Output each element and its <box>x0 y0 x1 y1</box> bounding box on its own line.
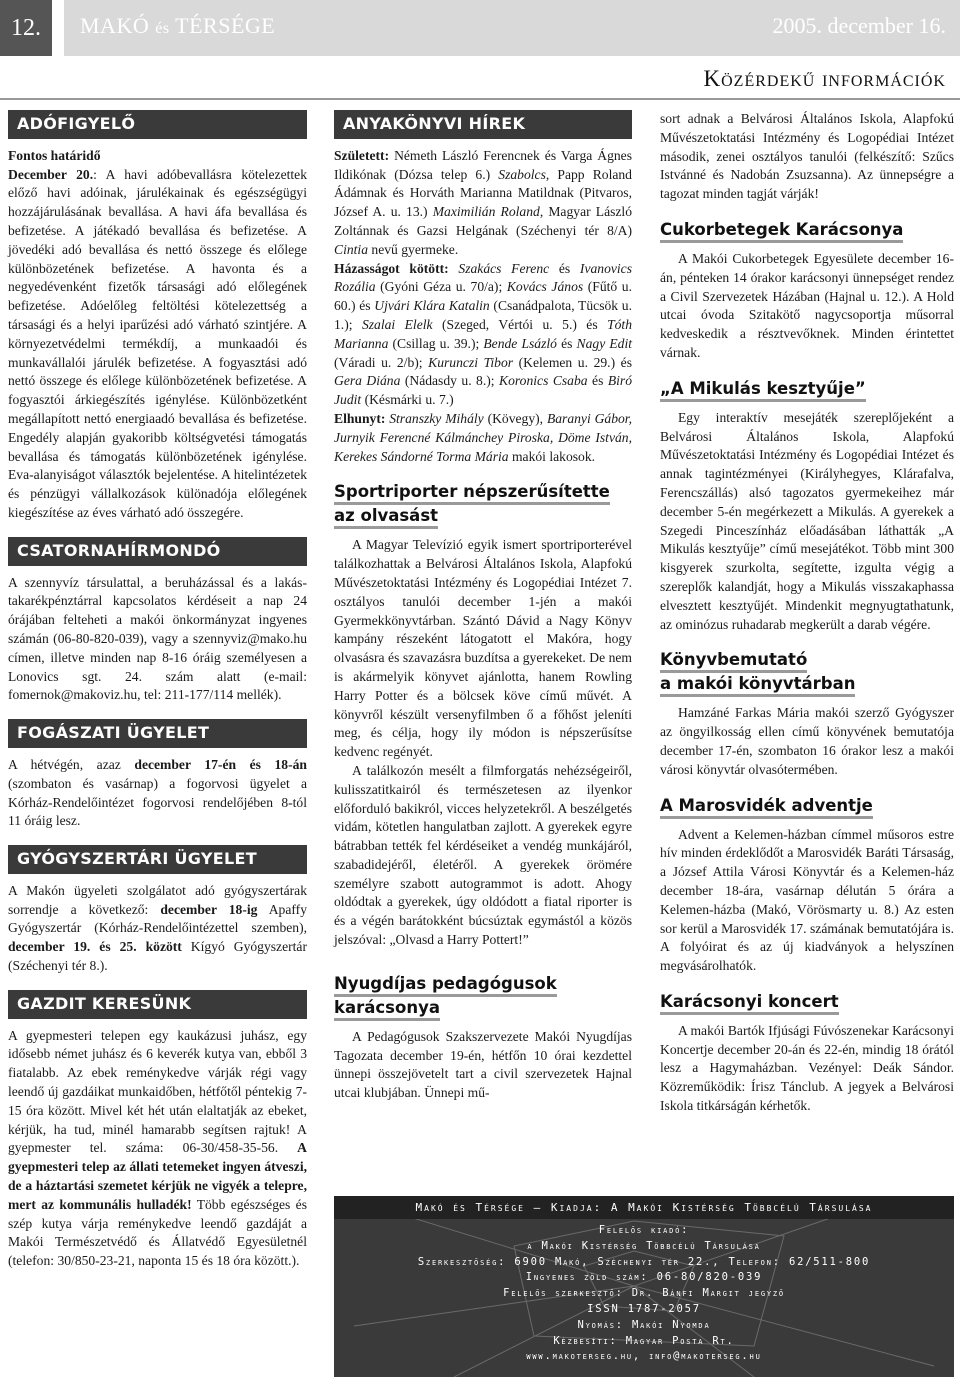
imprint-line: a Makói Kistérség Többcélú Társulása <box>527 1239 761 1252</box>
anyakonyvi-died: Elhunyt: Stranszky Mihály (Kövegy), Baranyi Gábor, Jurnyik Ferencné Kálmánchey Piroska, Döme István, Kerekes Sándorné Torma Mária makói lakosok. <box>334 410 632 464</box>
konyv-text: Hamzáné Farkas Mária makói szerző Gyógyszer az öngyilkosság ellen című könyvének bemutatója december 17-én, szombaton 16 órakor lesz a makói városi könyvtár olvasótermében. <box>660 705 954 777</box>
imprint-line: Felelős szerkesztő: Dr. Bánfi Margit jegyző <box>503 1287 785 1300</box>
imprint-line: Nyomás: Makói Nyomda <box>577 1318 711 1331</box>
page-number: 12. <box>0 0 52 56</box>
cukor-heading: Cukorbetegek Karácsonya <box>660 218 954 242</box>
column-3 <box>660 110 954 1116</box>
sportriporter-p2: A találkozón mesélt a filmforgatás nehézségeiről, kulisszatitkairól és természetesen az ilyenkor előforduló bakikról, vicces helyzetekről. A beszélgetés vidám, kötetlen hangulatban zajlott. A gyerekek egyre bátrabban tették fel kérdéseiket a vendég munkájáról, szabadidejéről, életéről. A gyerekek örömére személyre szabott autogrammot is adott. Ahogy oldódtak a gyerekek, úgy oldódott a fiatal riporter is és a végén barátokként búcsúztak egymástól a közös jelszóval: „Olvasd a Harry Pottert!” <box>334 762 632 948</box>
publication-name: MAKÓ és TÉRSÉGE <box>80 13 276 38</box>
anyakonyvi-born: Született: Németh László Ferencnek és Varga Ágnes Ildikónak (Dózsa telep 6.) Szabolcs, Papp Roland Ádámnak és Horváth Marianna Matildnak (Pitvaros, József A. u. 13.) Maximilián Roland, Magyar László Zoltánnak és Gazsi Helgának (Széchenyi tér 8/A) Cintia nevű gyermeke. <box>334 147 632 257</box>
koncert-heading: Karácsonyi koncert <box>660 990 954 1014</box>
section-title: Közérdekű információk <box>703 66 946 91</box>
gazdit-heading: GAZDIT KERESÜNK <box>8 990 307 1019</box>
konyv-heading: Könyvbemutató a makói könyvtárban <box>660 648 954 696</box>
fogaszati-heading: FOGÁSZATI ÜGYELET <box>8 719 307 748</box>
column-1 <box>8 110 307 1271</box>
imprint-line: Szerkesztőség: 6900 Makó, Széchenyi tér 22., Telefon: 62/511-800 <box>417 1255 871 1268</box>
imprint-title: Makó és Térsége – Kiadja: A Makói Kistérség Többcélú Társulása <box>334 1196 954 1219</box>
anyakonyvi-married: Házasságot kötött: Szakács Ferenc és Ivanovics Rozália (Gyóni Géza u. 70/a); Kovács János (Fűtő u. 60.) és Ujvári Klára Katalin (Csanádpalota, Tücsök u. 1.); Szalai Elelk (Szeged, Vértói u. 5.) és Tóth Marianna (Csillag u. 39.); Bende Lsázló és Nagy Edit (Váradi u. 2/b); Kurunczi Tibor (Kelemen u. 29.) és Gera Diána (Nádasdy u. 8.); Koronics Csaba és Biró Judit (Késmárki u. 7.) <box>334 260 633 408</box>
imprint-line: ISSN 1787-2057 <box>587 1302 701 1315</box>
column-2 <box>334 110 632 1103</box>
mikulas-heading: „A Mikulás kesztyűje” <box>660 377 954 401</box>
fogaszati-text: A hétvégén, azaz december 17-én és 18-án (szombaton és vasárnap) a fogorvosi ügyelet a Kórház-Rendelőintézet fogorvosi rendelőjében 8-tól 11 óráig lesz. <box>8 756 307 829</box>
nyugdijas-heading: Nyugdíjas pedagógusok karácsonya <box>334 972 632 1020</box>
gazdit-text: A gyepmesteri telepen egy kaukázusi juhász, egy idősebb német juhász és 6 keverék kutya van, ebből 3 fiatalabb. Az ebek reménykedve várják régi vagy leendő új gazdáikat munkaidőben, hétfőtől péntekig 7-15 óra között. Mivel két hét után elaltatják az ebeket, kérjük, ha tud, minél hamarabb segítsen rajtuk! A gyepmester tel. száma: 06-30/458-35-56. A gyepmesteri telep az állati tetemeket ingyen átveszi, de a háztartási szemetet kérjük ne vigyék a telepre, mert az kommunális hulladék! Több egészséges és szép kutya várja reménykedve leendő gazdáját a Makói Természetvédő és Állatvédő Egyesületnél (telefon: 30/850-23-21, naponta 15 és 18 óra között.). <box>8 1027 307 1269</box>
imprint-line: Kézbesíti: Magyar Posta Rt. <box>553 1334 735 1347</box>
issue-date: 2005. december 16. <box>772 13 946 38</box>
col3-continuation: sort adnak a Belvárosi Általános Iskola, Alapfokú Művészetoktatási Intézmény és Logopédiai Intézet második, zenei osztályos tanulói (felkészítő: Szűcs Istvánné és Nadobán Zsuzsanna). Az ünnepségre a tagozat minden tagját várják! <box>660 111 954 202</box>
imprint-website[interactable]: www.makoterseg.hu, info@makoterseg.hu <box>526 1350 762 1363</box>
header-rule <box>0 98 960 100</box>
imprint-box <box>334 1196 954 1377</box>
csatorna-text: A szennyvíz társulattal, a beruházással és a lakás-takarékpénztárral kapcsolatos kérdéseit a nap 24 órájában felteheti a makói önkormányzat ingyenes számán (06-80-820-039), vagy a szennyviz@mako.hu címen, illetve minden nap 8-16 óráig személyesen a Lonovics sgt. 24. szám alatt (e-mail: fomernok@makoviz.hu, tel: 211-177/114 mellék). <box>8 574 307 703</box>
anyakonyvi-heading: ANYAKÖNYVI HÍREK <box>334 110 632 139</box>
adofigyelo-subheading: Fontos határidő <box>8 147 101 163</box>
page-header <box>0 0 960 56</box>
mikulas-text: Egy interaktív mesejáték szereplőjeként a Belvárosi Általános Iskola, Alapfokú Művészetoktatási Intézmény és Logopédiai Intézet és annak tagintézményei (Királyhegyes, Klárafalva, Ferencszállás) alsó tagozatos gyermekeihez már december 5-én megérkezett a Mikulás. A gyerekek a Szegedi Pinceszínház előadásában láthatták „A Mikulás kesztyűje” című mesejátékot. Több mint 300 kisgyerek szurkolta, segítette, izgulta végig a szereplők kalandját, hogy a Mikulás visszakaphassa elvesztett kesztyűjét. Mindenkit megnyugtathatunk, az ominózus ruhadarab megkerült a darab végére. <box>660 409 954 632</box>
adofigyelo-text: December 20.: A havi adóbevallásra kötelezettek előző havi adóinak, járulékainak és egészségügyi hozzájárulásának bevallása. A havi áfa bevallása és befizetése. A játékadó bevallása és befizetése. A jövedéki adó bevallása és nettó összege és előlege különbözetének befizetése. A havonta és a negyedévenként fizetők társasági adó előlegének befizetése. Adóelőleg feltöltési kötelezettség a társasági és a helyi iparűzési adó várható szintjére. A környezetvédelmi termékdíj, a munkaadói és munkavállalói járulék befizetése. A fogyasztási adó nettó összege és előlege különbözetének befizetése. A fogyasztói árkiegészítés igénylése. Különbözetként megállapított nettó energiaadó bevallása és befizetése. Engedély alapján gyakoribb költségvetési támogatás bevallása és támogatás különbözetének igénylése. Eva-alanyiságot választók bejelentése. A hitelintézetek és pénzügyi vállalkozások különadója előlegének kiegészítése az éves várható adó összegére. <box>8 166 308 520</box>
csatorna-heading: CSATORNAHÍRMONDÓ <box>8 537 307 566</box>
imprint-line: Felelős kiadó: <box>598 1224 690 1236</box>
imprint-line: Ingyenes zöld szám: 06-80/820-039 <box>525 1271 763 1284</box>
cukor-text: A Makói Cukorbetegek Egyesülete december 16-án, pénteken 14 órakor karácsonyi ünnepséget rendez a Civil Szervezetek Házában (Hajnal u. 12.). A Hold utcai óvoda Szitakötő nagycsoportja műsorral kedveskedik a résztvevőknek. Minden érintettet várnak. <box>660 250 954 360</box>
nyugdijas-text: A Pedagógusok Szakszervezete Makói Nyugdíjas Tagozata december 19-én, hétfőn 10 órai kezdettel ünnepi összejövetelt tart a civil szervezetek Hajnal utcai klubjában. Ünnepi mű- <box>334 1028 632 1101</box>
gyogyszertari-text: A Makón ügyeleti szolgálatot adó gyógyszertárak sorrendje a következő: december 18-ig Apaffy Gyógyszertár (Kórház-Rendelőintézettel szemben), december 19. és 25. között Kígyó Gyógyszertár (Széchenyi tér 8.). <box>8 882 307 974</box>
adofigyelo-heading: ADÓFIGYELŐ <box>8 110 307 139</box>
imprint-lines <box>334 1219 954 1365</box>
marosvidek-text: Advent a Kelemen-házban címmel műsoros estre hív minden érdeklődőt a Marosvidék Baráti Társaság, a József Attila Városi Könyvtár és a Kelemen-ház december 18-ára, vasárnap délután 5 órára a Kelemen-házba (Makó, Vörösmarty u. 8.) Az esten sor kerül a Marosvidék 17. számának bemutatójára is. A folyóirat és az új kiadványok a helyszínen megvásárolhatók. <box>660 826 954 974</box>
marosvidek-heading: A Marosvidék adventje <box>660 794 954 818</box>
sportriporter-p1: A Magyar Televízió egyik ismert sportriporterével találkozhattak a Belvárosi Általános Iskola, Alapfokú Művészetoktatási Intézmény és Logopédiai Intézet 7. osztályos tanulói december 1-jén a makói Gyermekkönyvtárban. Szántó Dávid a Nagy Könyv kampány részeként látogatott el Makóra, hogy olvasásra és szavazásra buzdítsa a gyerekeket. De nem is akármelyik könyvet ajánlotta, hanem Rowling Harry Potter és a bölcsek köve című művét. A könyvről készült versenyfilmben ő a főhőst jeleníti meg, és célja, hogy ily módon is népszerűsítse kedvenc regényét. <box>334 537 632 760</box>
gyogyszertari-heading: GYÓGYSZERTÁRI ÜGYELET <box>8 845 307 874</box>
sportriporter-heading: Sportriporter népszerűsítette az olvasást <box>334 480 632 528</box>
koncert-text: A makói Bartók Ifjúsági Fúvószenekar Karácsonyi Koncertje december 20-án és 22-én, mindig 18 órától lesz a Hagymaházban. Vezényel: Deák Sándor. Közreműködik: Írisz Tánclub. A jegyek a Belvárosi Iskola titkárságán kérhetők. <box>660 1022 954 1114</box>
